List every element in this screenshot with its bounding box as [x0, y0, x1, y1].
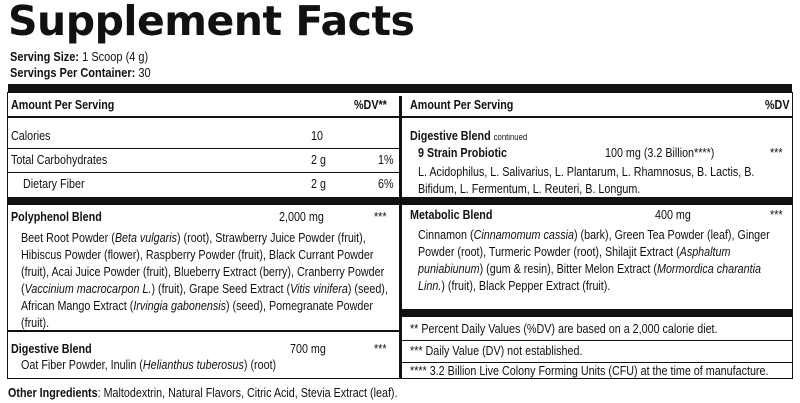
digestive-text-2: ) (root) — [243, 358, 277, 372]
servings-per-container-value: 30 — [138, 66, 151, 80]
polyphenol-latin-3: Vitis vinifera — [290, 282, 348, 296]
metabolic-dv: *** — [770, 208, 783, 222]
other-ingredients-value: : Maltodextrin, Natural Flavors, Citric Acid, Stevia Extract (leaf). — [97, 386, 398, 400]
footnotes-bar — [402, 309, 792, 317]
digestive-text-1: Oat Fiber Powder, Inulin ( — [21, 358, 143, 372]
carbs-label: Total Carbohydrates — [11, 153, 108, 167]
digestive-cont-heading — [410, 129, 527, 145]
left-mid-bar — [8, 197, 399, 205]
other-ingredients-label: Other Ingredients — [8, 386, 98, 400]
right-amount-header: Amount Per Serving — [410, 98, 514, 112]
left-dv-header: %DV** — [354, 98, 387, 112]
polyphenol-name: Polyphenol Blend — [11, 210, 102, 224]
top-thick-bar — [8, 84, 792, 92]
metabolic-ingredients — [418, 227, 779, 295]
probiotic-dv: *** — [770, 146, 783, 160]
digestive-cont-name: Digestive Blend — [410, 129, 491, 143]
serving-size — [10, 50, 148, 65]
page-title: Supplement Facts — [8, 0, 415, 45]
left-amount-header: Amount Per Serving — [11, 98, 115, 112]
servings-per-container-label: Servings Per Container: — [10, 66, 136, 80]
metabolic-amount: 400 mg — [655, 208, 691, 222]
probiotic-name: 9 Strain Probiotic — [418, 146, 508, 160]
digestive-name: Digestive Blend — [11, 342, 92, 356]
footnote-rule-1 — [402, 340, 792, 341]
polyphenol-latin-4: Irvingia gabonensis — [133, 299, 226, 313]
carbs-dv: 1% — [378, 153, 394, 167]
fiber-amount: 2 g — [311, 177, 326, 191]
digestive-amount: 700 mg — [290, 342, 326, 356]
carbs-amount: 2 g — [311, 153, 326, 167]
other-ingredients — [8, 386, 397, 401]
column-divider — [399, 96, 402, 379]
right-dv-header: %DV — [765, 98, 790, 112]
footnote-dv: ** Percent Daily Values (%DV) are based on a 2,000 calorie diet. — [410, 322, 718, 336]
polyphenol-text-1: Beet Root Powder ( — [21, 231, 115, 245]
probiotic-ingredients: L. Acidophilus, L. Salivarius, L. Plantarum, L. Rhamnosus, B. Lactis, B. Bifidum, L. Fermentum, L. Reuteri, B. Longum. — [418, 165, 755, 196]
polyphenol-dv: *** — [374, 210, 387, 224]
footnote-not-established: *** Daily Value (DV) not established. — [410, 344, 583, 358]
metabolic-text-1: Cinnamon ( — [418, 228, 474, 242]
left-header-rule — [8, 116, 399, 118]
digestive-cont-note: continued — [493, 132, 528, 142]
metabolic-latin-2: Asphaltum puniabiunum — [418, 245, 731, 276]
metabolic-text-3: ) (gum & resin), Bitter Melon Extract ( — [479, 262, 657, 276]
polyphenol-latin-2: Vaccinium macrocarpon L. — [24, 282, 152, 296]
calories-rule — [8, 148, 399, 149]
metabolic-latin-1: Cinnamomum cassia — [473, 228, 574, 242]
polyphenol-text-2: ) (root), Strawberry Juice Powder (fruit), Hibiscus Powder (flower), Raspberry Powder (fruit), Black Currant Powder (fruit), Acai Juice Powder (fruit), Blueberry Extract (berry), Cranberry Powder ( — [21, 231, 385, 296]
metabolic-text-2: ) (bark), Green Tea Powder (leaf), Ginger Powder (root), Turmeric Powder (root), Shilajit Extract ( — [418, 228, 770, 259]
probiotic-amount: 100 mg (3.2 Billion****) — [605, 146, 715, 160]
digestive-dv: *** — [374, 342, 387, 356]
metabolic-text-4: ) (fruit), Black Pepper Extract (fruit). — [441, 279, 611, 293]
serving-size-label: Serving Size: — [10, 50, 80, 64]
serving-size-value: 1 Scoop (4 g) — [82, 50, 149, 64]
right-header-rule — [402, 116, 792, 118]
polyphenol-ingredients — [21, 230, 391, 332]
calories-label: Calories — [11, 129, 51, 143]
right-mid-bar — [402, 197, 792, 205]
calories-amount: 10 — [311, 129, 323, 143]
servings-per-container — [10, 66, 151, 81]
polyphenol-amount: 2,000 mg — [279, 210, 324, 224]
digestive-ingredients — [21, 358, 276, 373]
footnote-rule-2 — [402, 362, 792, 363]
carbs-rule — [8, 172, 399, 173]
digestive-latin-1: Helianthus tuberosus — [142, 358, 244, 372]
fiber-dv: 6% — [378, 177, 394, 191]
metabolic-latin-3: Mormordica charantia Linn. — [418, 262, 761, 293]
metabolic-name: Metabolic Blend — [410, 208, 493, 222]
polyphenol-rule — [8, 330, 399, 332]
polyphenol-text-3: ) (fruit), Grape Seed Extract ( — [151, 282, 291, 296]
polyphenol-text-5: ) (seed), Pomegranate Powder (fruit). — [21, 299, 373, 330]
footnote-cfu: **** 3.2 Billion Live Colony Forming Units (CFU) at the time of manufacture. — [410, 364, 769, 378]
fiber-label: Dietary Fiber — [23, 177, 85, 191]
polyphenol-latin-1: Beta vulgaris — [114, 231, 177, 245]
polyphenol-text-4: ) (seed), African Mango Extract ( — [21, 282, 388, 313]
